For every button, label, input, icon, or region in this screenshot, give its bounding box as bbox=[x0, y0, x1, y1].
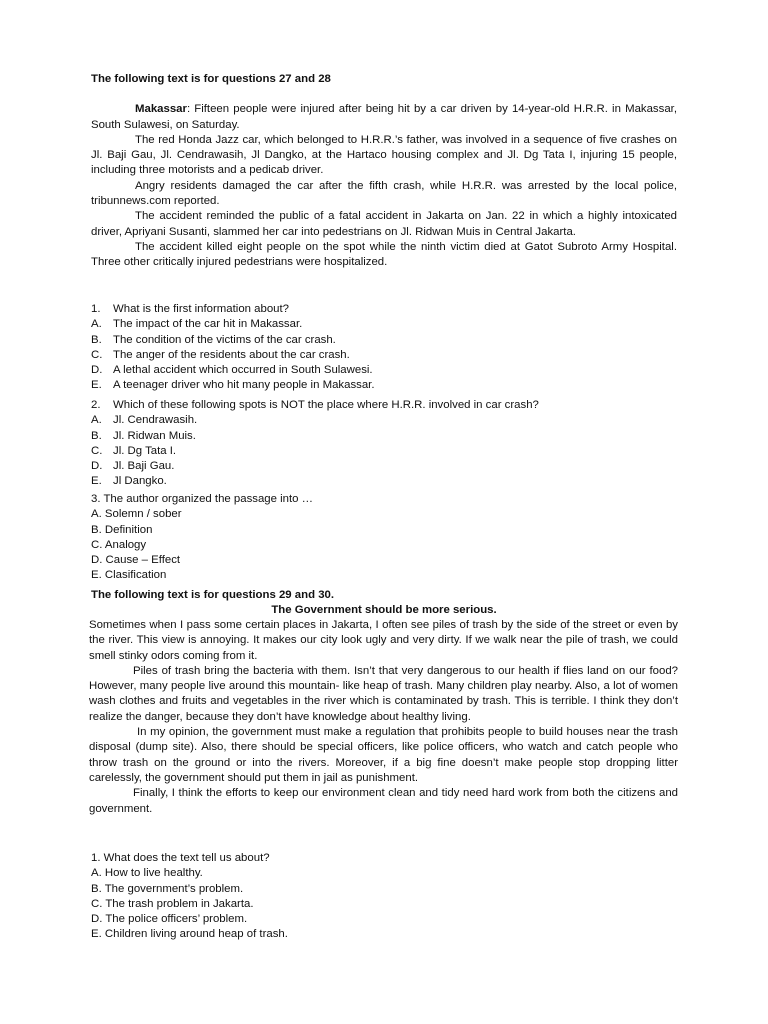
question-2 bbox=[91, 398, 677, 490]
option-text: Jl. Cendrawasih. bbox=[113, 414, 198, 427]
answer-options bbox=[91, 866, 677, 942]
answer-options bbox=[91, 507, 677, 583]
option-letter: E. bbox=[91, 379, 102, 392]
answer-option[interactable]: C. Analogy bbox=[91, 538, 147, 551]
answer-option[interactable] bbox=[91, 378, 677, 393]
paragraph: The accident reminded the public of a fatal accident in Jakarta on Jan. 22 in which a highly intoxicated driver, Apriyani Susanti, slammed her car into pedestrians on Jl. Ridwan Muis in Central Jakarta. bbox=[91, 210, 677, 238]
answer-option[interactable] bbox=[91, 348, 677, 363]
answer-option[interactable]: A. How to live healthy. bbox=[91, 867, 203, 880]
answer-option[interactable] bbox=[91, 363, 677, 378]
answer-option[interactable] bbox=[91, 413, 677, 428]
option-text: Jl. Ridwan Muis. bbox=[113, 429, 196, 442]
option-letter: A. bbox=[91, 414, 102, 427]
paragraph: Angry residents damaged the car after the fifth crash, while H.R.R. was arrested by the local police, tribunnews.com reported. bbox=[91, 179, 677, 208]
answer-options bbox=[91, 317, 677, 393]
answer-option[interactable]: A. Solemn / sober bbox=[91, 508, 182, 521]
paragraph: Finally, I think the efforts to keep our environment clean and tidy need hard work from both the citizens and government. bbox=[89, 787, 678, 815]
question-4 bbox=[91, 851, 677, 943]
question-1 bbox=[91, 302, 677, 394]
answer-option[interactable]: D. Cause – Effect bbox=[91, 554, 181, 567]
question-number: 2. bbox=[91, 399, 101, 411]
question-number: 1. bbox=[91, 303, 101, 315]
paragraph: The red Honda Jazz car, which belonged to H.R.R.’s father, was involved in a sequence of five crashes on Jl. Baji Gau, Jl. Cendrawasih, Jl Dangko, at the Hartaco housing complex and Jl. Dg Tata I, injuring 15 people, including three motorists and a pedicab driver. bbox=[91, 133, 677, 177]
answer-option[interactable] bbox=[91, 474, 677, 489]
question-3 bbox=[91, 492, 677, 584]
paragraph: Sometimes when I pass some certain places in Jakarta, I often see piles of trash by the side of the street or even by the river. This view is annoying. It makes our city look ugly and very dirty. If we walk near the pile of trash, we could smell stinky odors coming from it. bbox=[89, 619, 678, 662]
option-text: The condition of the victims of the car crash. bbox=[113, 333, 336, 346]
answer-option[interactable]: E. Children living around heap of trash. bbox=[91, 928, 288, 941]
option-text: A lethal accident which occurred in South Sulawesi. bbox=[113, 364, 373, 377]
section-2 bbox=[91, 588, 677, 619]
question-text: Which of these following spots is NOT the place where H.R.R. involved in car crash? bbox=[113, 399, 539, 411]
option-letter: C. bbox=[91, 444, 103, 457]
option-text: A teenager driver who hit many people in Makassar. bbox=[113, 379, 375, 392]
article-heading: The Government should be more serious. bbox=[271, 604, 497, 617]
answer-option[interactable] bbox=[91, 333, 677, 348]
answer-option[interactable]: E. Clasification bbox=[91, 569, 167, 582]
answer-option[interactable]: B. The government’s problem. bbox=[91, 882, 244, 895]
option-text: Jl. Dg Tata I. bbox=[113, 444, 177, 457]
paragraph-text: : Fifteen people were injured after being hit by a car driven by 14-year-old H.R.R. in Makassar, South Sulawesi, on Saturday. bbox=[91, 103, 677, 131]
option-letter: B. bbox=[91, 333, 102, 346]
answer-option[interactable] bbox=[91, 459, 677, 474]
option-letter: B. bbox=[91, 429, 102, 442]
option-letter: D. bbox=[91, 364, 103, 377]
paragraph bbox=[91, 102, 677, 133]
option-text: Jl Dangko. bbox=[113, 475, 167, 488]
option-text: The impact of the car hit in Makassar. bbox=[113, 318, 303, 331]
question-text: 1. What does the text tell us about? bbox=[91, 852, 270, 864]
paragraph: Piles of trash bring the bacteria with them. Isn’t that very dangerous to our health if flies land on our food? However, many people live around this mountain- like heap of trash. Many children play nearby. Also, a lot of women wash clothes and fruits and vegetables in the river which is contaminated by trash. This is terrible. I think they don’t realize the danger, because they don’t have knowledge about healthy living. bbox=[89, 664, 678, 723]
section-2-title: The following text is for questions 29 and 30. bbox=[91, 589, 335, 601]
question-text: 3. The author organized the passage into … bbox=[91, 493, 314, 505]
answer-options bbox=[91, 413, 677, 489]
section-1 bbox=[91, 72, 677, 271]
answer-option[interactable]: B. Definition bbox=[91, 523, 153, 536]
answer-option[interactable]: C. The trash problem in Jakarta. bbox=[91, 897, 254, 910]
section-2-body bbox=[89, 618, 678, 817]
answer-option[interactable] bbox=[91, 317, 677, 332]
section-1-title: The following text is for questions 27 and 28 bbox=[91, 73, 331, 85]
question-text: What is the first information about? bbox=[113, 303, 290, 315]
option-letter: C. bbox=[91, 348, 103, 361]
option-text: The anger of the residents about the car crash. bbox=[113, 348, 350, 361]
paragraph: In my opinion, the government must make a regulation that prohibits people to build houses near the trash disposal (dump site). Also, there should be special officers, like police officers, who watch and catch people who throw trash on the ground or into the rivers. Moreover, if a big fine doesn’t make people stop dropping litter carelessly, the government should put them in jail as punishment. bbox=[89, 726, 678, 784]
answer-option[interactable] bbox=[91, 444, 677, 459]
dateline: Makassar bbox=[135, 103, 187, 116]
answer-option[interactable]: D. The police officers’ problem. bbox=[91, 913, 248, 926]
paragraph: The accident killed eight people on the spot while the ninth victim died at Gatot Subroto Army Hospital. Three other critically injured pedestrians were hospitalized. bbox=[91, 240, 677, 269]
option-text: Jl. Baji Gau. bbox=[113, 460, 175, 473]
option-letter: E. bbox=[91, 475, 102, 488]
answer-option[interactable] bbox=[91, 429, 677, 444]
option-letter: D. bbox=[91, 460, 103, 473]
option-letter: A. bbox=[91, 318, 102, 331]
